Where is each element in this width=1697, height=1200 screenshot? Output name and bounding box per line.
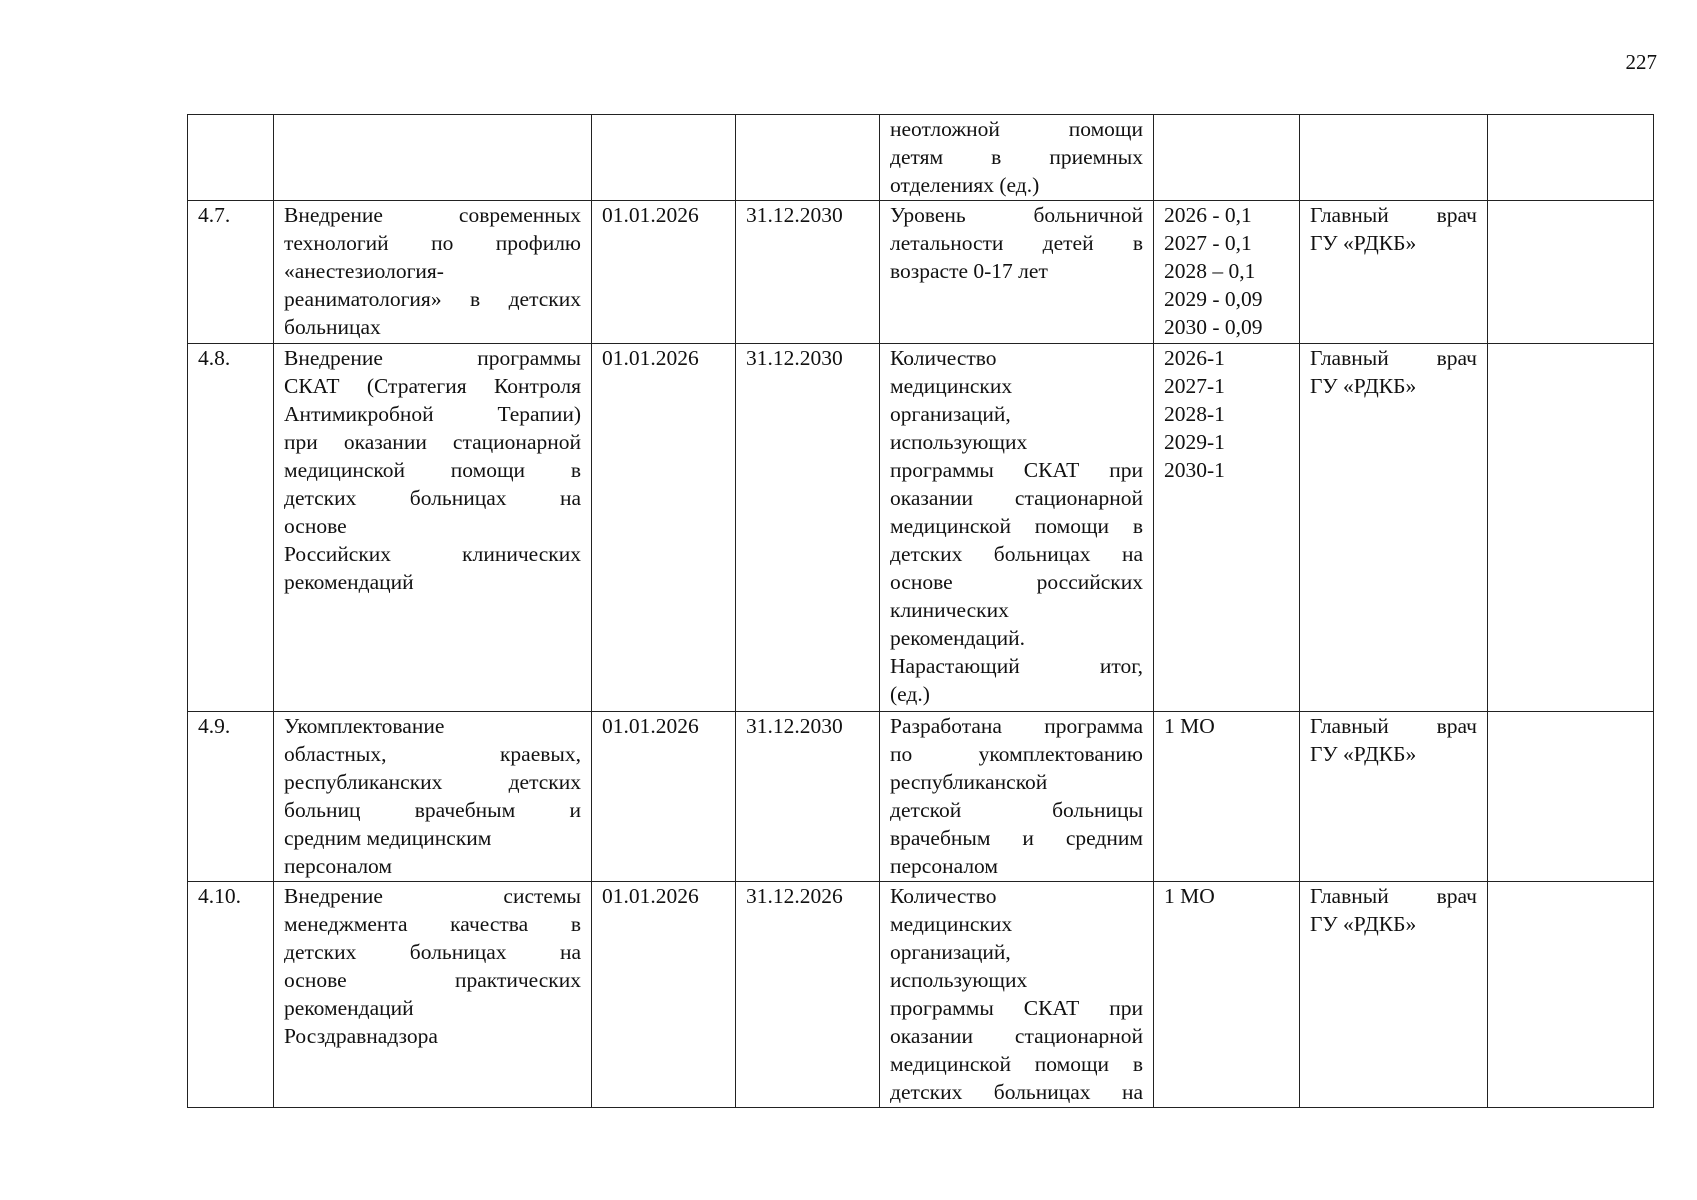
responsible-text-line: Главный врач bbox=[1310, 203, 1477, 227]
target-values-cell bbox=[1154, 882, 1300, 1108]
row-number-cell bbox=[188, 344, 274, 712]
start-date-cell bbox=[592, 344, 736, 712]
activity-text-line: больниц врачебным и bbox=[284, 798, 581, 822]
indicator-text-line: Нарастающий итог, bbox=[890, 654, 1143, 678]
notes-cell bbox=[1488, 882, 1654, 1108]
activity-text-line: Российских клинических bbox=[284, 542, 581, 566]
responsible-text-line: ГУ «РДКБ» bbox=[1310, 912, 1417, 936]
responsible-text-line: ГУ «РДКБ» bbox=[1310, 231, 1417, 255]
start-date-cell bbox=[592, 115, 736, 201]
indicator-text-line: медицинских bbox=[890, 912, 1013, 936]
indicator-text-line: детских больницах на bbox=[890, 1080, 1143, 1104]
indicator-cell bbox=[880, 115, 1154, 201]
table-row bbox=[188, 115, 1654, 201]
activity-text-line: рекомендаций bbox=[284, 570, 414, 594]
responsible-cell bbox=[1300, 344, 1488, 712]
indicator-text-line: отделениях (ед.) bbox=[890, 173, 1040, 197]
activity-text-line: Внедрение современных bbox=[284, 203, 581, 227]
indicator-text-line: программы СКАТ при bbox=[890, 996, 1143, 1020]
indicator-text-line: Количество bbox=[890, 884, 997, 908]
cell-text: 01.01.2026 bbox=[602, 714, 699, 738]
activity-text-line: технологий по профилю bbox=[284, 231, 581, 255]
activity-text-line: Внедрение программы bbox=[284, 346, 581, 370]
activities-table bbox=[187, 114, 1654, 1108]
cell-text: 2029-1 bbox=[1164, 430, 1225, 454]
activity-cell bbox=[274, 712, 592, 882]
end-date-cell bbox=[736, 115, 880, 201]
responsible-text-line: ГУ «РДКБ» bbox=[1310, 742, 1417, 766]
indicator-text-line: медицинских bbox=[890, 374, 1013, 398]
cell-text: 01.01.2026 bbox=[602, 346, 699, 370]
activity-cell bbox=[274, 344, 592, 712]
start-date-cell bbox=[592, 882, 736, 1108]
activity-text-line: областных, краевых, bbox=[284, 742, 581, 766]
cell-text: 2028 – 0,1 bbox=[1164, 259, 1256, 283]
indicator-text-line: детских больницах на bbox=[890, 542, 1143, 566]
indicator-cell bbox=[880, 882, 1154, 1108]
row-number-cell bbox=[188, 115, 274, 201]
indicator-text-line: Уровень больничной bbox=[890, 203, 1143, 227]
cell-text: 2026-1 bbox=[1164, 346, 1225, 370]
activity-text-line: рекомендаций bbox=[284, 996, 414, 1020]
activity-text-line: основе практических bbox=[284, 968, 581, 992]
indicator-text-line: Количество bbox=[890, 346, 997, 370]
indicator-text-line: организаций, bbox=[890, 402, 1011, 426]
indicator-text-line: детской больницы bbox=[890, 798, 1143, 822]
table-row bbox=[188, 712, 1654, 882]
indicator-text-line: основе российских bbox=[890, 570, 1143, 594]
indicator-cell bbox=[880, 344, 1154, 712]
target-values-cell bbox=[1154, 115, 1300, 201]
notes-cell bbox=[1488, 712, 1654, 882]
notes-cell bbox=[1488, 344, 1654, 712]
cell-text: 4.7. bbox=[198, 203, 231, 227]
activity-text-line: Укомплектование bbox=[284, 714, 445, 738]
responsible-text-line: Главный врач bbox=[1310, 884, 1477, 908]
indicator-text-line: использующих bbox=[890, 968, 1028, 992]
indicator-text-line: клинических bbox=[890, 598, 1009, 622]
activity-text-line: детских больницах на bbox=[284, 940, 581, 964]
table-row bbox=[188, 344, 1654, 712]
target-values-cell bbox=[1154, 712, 1300, 882]
cell-text: 01.01.2026 bbox=[602, 203, 699, 227]
cell-text: 31.12.2030 bbox=[746, 346, 843, 370]
activity-cell bbox=[274, 882, 592, 1108]
activity-text-line: реаниматология» в детских bbox=[284, 287, 581, 311]
end-date-cell bbox=[736, 344, 880, 712]
cell-text: 2027 - 0,1 bbox=[1164, 231, 1252, 255]
indicator-cell bbox=[880, 712, 1154, 882]
indicator-text-line: персоналом bbox=[890, 854, 999, 878]
activity-text-line: средним медицинским bbox=[284, 826, 492, 850]
activity-text-line: Антимикробной Терапии) bbox=[284, 402, 581, 426]
start-date-cell bbox=[592, 712, 736, 882]
indicator-text-line: неотложной помощи bbox=[890, 117, 1143, 141]
indicator-text-line: (ед.) bbox=[890, 682, 930, 706]
activity-text-line: республиканских детских bbox=[284, 770, 581, 794]
cell-text: 4.9. bbox=[198, 714, 231, 738]
responsible-text-line: Главный врач bbox=[1310, 346, 1477, 370]
indicator-text-line: врачебным и средним bbox=[890, 826, 1143, 850]
indicator-text-line: рекомендаций. bbox=[890, 626, 1026, 650]
activity-cell bbox=[274, 115, 592, 201]
indicator-text-line: возрасте 0-17 лет bbox=[890, 259, 1048, 283]
notes-cell bbox=[1488, 201, 1654, 344]
cell-text: 1 МО bbox=[1164, 714, 1215, 738]
activity-text-line: основе bbox=[284, 514, 347, 538]
activity-text-line: детских больницах на bbox=[284, 486, 581, 510]
cell-text: 2028-1 bbox=[1164, 402, 1225, 426]
activity-text-line: Росздравнадзора bbox=[284, 1024, 438, 1048]
end-date-cell bbox=[736, 712, 880, 882]
activity-text-line: СКАТ (Стратегия Контроля bbox=[284, 374, 581, 398]
cell-text: 2030-1 bbox=[1164, 458, 1225, 482]
responsible-cell bbox=[1300, 115, 1488, 201]
indicator-text-line: программы СКАТ при bbox=[890, 458, 1143, 482]
page-number: 227 bbox=[1625, 50, 1657, 74]
start-date-cell bbox=[592, 201, 736, 344]
cell-text: 31.12.2030 bbox=[746, 203, 843, 227]
row-number-cell bbox=[188, 201, 274, 344]
end-date-cell bbox=[736, 882, 880, 1108]
indicator-text-line: детям в приемных bbox=[890, 145, 1143, 169]
cell-text: 4.10. bbox=[198, 884, 241, 908]
target-values-cell bbox=[1154, 344, 1300, 712]
indicator-text-line: по укомплектованию bbox=[890, 742, 1143, 766]
table-row bbox=[188, 882, 1654, 1108]
indicator-text-line: оказании стационарной bbox=[890, 486, 1143, 510]
indicator-text-line: летальности детей в bbox=[890, 231, 1143, 255]
indicator-text-line: медицинской помощи в bbox=[890, 1052, 1143, 1076]
activity-text-line: персоналом bbox=[284, 854, 393, 878]
indicator-cell bbox=[880, 201, 1154, 344]
indicator-text-line: медицинской помощи в bbox=[890, 514, 1143, 538]
row-number-cell bbox=[188, 882, 274, 1108]
cell-text: 31.12.2030 bbox=[746, 714, 843, 738]
activity-text-line: Внедрение системы bbox=[284, 884, 581, 908]
cell-text: 4.8. bbox=[198, 346, 231, 370]
cell-text: 2029 - 0,09 bbox=[1164, 287, 1263, 311]
activity-text-line: «анестезиология- bbox=[284, 259, 444, 283]
responsible-cell bbox=[1300, 712, 1488, 882]
cell-text: 1 МО bbox=[1164, 884, 1215, 908]
table-row bbox=[188, 201, 1654, 344]
responsible-text-line: ГУ «РДКБ» bbox=[1310, 374, 1417, 398]
target-values-cell bbox=[1154, 201, 1300, 344]
notes-cell bbox=[1488, 115, 1654, 201]
activity-text-line: при оказании стационарной bbox=[284, 430, 581, 454]
end-date-cell bbox=[736, 201, 880, 344]
cell-text: 01.01.2026 bbox=[602, 884, 699, 908]
indicator-text-line: организаций, bbox=[890, 940, 1011, 964]
cell-text: 31.12.2026 bbox=[746, 884, 843, 908]
cell-text: 2026 - 0,1 bbox=[1164, 203, 1252, 227]
activity-text-line: медицинской помощи в bbox=[284, 458, 581, 482]
activity-text-line: больницах bbox=[284, 315, 381, 339]
indicator-text-line: республиканской bbox=[890, 770, 1048, 794]
responsible-text-line: Главный врач bbox=[1310, 714, 1477, 738]
indicator-text-line: оказании стационарной bbox=[890, 1024, 1143, 1048]
indicator-text-line: использующих bbox=[890, 430, 1028, 454]
cell-text: 2030 - 0,09 bbox=[1164, 315, 1263, 339]
activity-text-line: менеджмента качества в bbox=[284, 912, 581, 936]
responsible-cell bbox=[1300, 201, 1488, 344]
responsible-cell bbox=[1300, 882, 1488, 1108]
row-number-cell bbox=[188, 712, 274, 882]
indicator-text-line: Разработана программа bbox=[890, 714, 1143, 738]
activity-cell bbox=[274, 201, 592, 344]
cell-text: 2027-1 bbox=[1164, 374, 1225, 398]
